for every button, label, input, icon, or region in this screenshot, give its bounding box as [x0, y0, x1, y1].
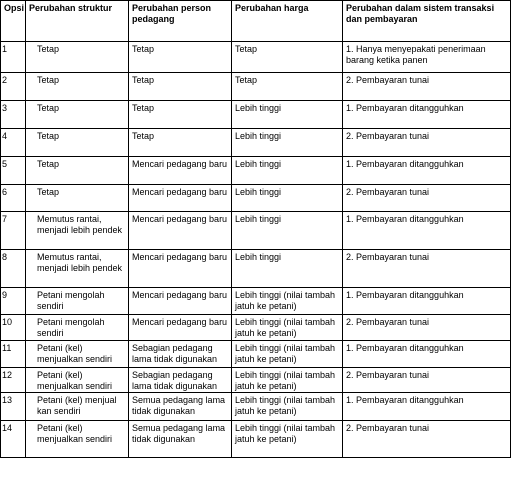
table-row [1, 341, 511, 368]
cell-pedagang: Mencari pedagang baru [129, 212, 232, 250]
cell-opsi: 2 [1, 73, 26, 101]
cell-opsi: 10 [1, 315, 26, 341]
table-row [1, 73, 511, 101]
header-row [1, 1, 511, 42]
table-row [1, 368, 511, 393]
cell-harga: Lebih tinggi (nilai tambah jatuh ke petani) [232, 341, 343, 368]
table-row [1, 42, 511, 73]
cell-struktur: Tetap [26, 157, 129, 185]
cell-harga: Lebih tinggi [232, 129, 343, 157]
cell-opsi: 14 [1, 421, 26, 458]
cell-harga: Lebih tinggi [232, 157, 343, 185]
cell-transaksi: 2. Pembayaran tunai [343, 315, 511, 341]
cell-opsi: 11 [1, 341, 26, 368]
table-row [1, 212, 511, 250]
table-row [1, 393, 511, 421]
cell-opsi: 13 [1, 393, 26, 421]
header-transaksi: Perubahan dalam sistem transaksi dan pembayaran [343, 1, 511, 42]
cell-struktur: Petani (kel) menjualkan sendiri [26, 341, 129, 368]
cell-pedagang: Tetap [129, 73, 232, 101]
cell-transaksi: 2. Pembayaran tunai [343, 185, 511, 212]
cell-struktur: Tetap [26, 73, 129, 101]
cell-pedagang: Tetap [129, 42, 232, 73]
cell-pedagang: Sebagian pedagang lama tidak digunakan [129, 341, 232, 368]
cell-transaksi: 2. Pembayaran tunai [343, 421, 511, 458]
header-opsi: Opsi [1, 1, 26, 42]
cell-struktur: Tetap [26, 129, 129, 157]
table-row [1, 129, 511, 157]
cell-opsi: 5 [1, 157, 26, 185]
cell-harga: Tetap [232, 42, 343, 73]
cell-opsi: 4 [1, 129, 26, 157]
cell-harga: Tetap [232, 73, 343, 101]
cell-struktur: Tetap [26, 101, 129, 129]
table-row [1, 421, 511, 458]
cell-harga: Lebih tinggi (nilai tambah jatuh ke petani) [232, 368, 343, 393]
cell-struktur: Petani mengolah sendiri [26, 288, 129, 315]
cell-opsi: 1 [1, 42, 26, 73]
cell-transaksi: 1. Pembayaran ditangguhkan [343, 212, 511, 250]
cell-harga: Lebih tinggi (nilai tambah jatuh ke petani) [232, 393, 343, 421]
cell-harga: Lebih tinggi (nilai tambah jatuh ke petani) [232, 315, 343, 341]
cell-pedagang: Mencari pedagang baru [129, 250, 232, 288]
cell-pedagang: Tetap [129, 101, 232, 129]
cell-transaksi: 1. Hanya menyepakati penerimaan barang ketika panen [343, 42, 511, 73]
cell-struktur: Memutus rantai, menjadi lebih pendek [26, 250, 129, 288]
table-row [1, 288, 511, 315]
header-harga: Perubahan harga [232, 1, 343, 42]
cell-opsi: 8 [1, 250, 26, 288]
table-row [1, 157, 511, 185]
cell-transaksi: 1. Pembayaran ditangguhkan [343, 101, 511, 129]
cell-transaksi: 1. Pembayaran ditangguhkan [343, 393, 511, 421]
cell-transaksi: 1. Pembayaran ditangguhkan [343, 341, 511, 368]
cell-pedagang: Mencari pedagang baru [129, 185, 232, 212]
cell-opsi: 3 [1, 101, 26, 129]
cell-struktur: Tetap [26, 42, 129, 73]
cell-harga: Lebih tinggi [232, 101, 343, 129]
table-row [1, 101, 511, 129]
cell-pedagang: Mencari pedagang baru [129, 157, 232, 185]
cell-transaksi: 2. Pembayaran tunai [343, 129, 511, 157]
header-pedagang: Perubahan person pedagang [129, 1, 232, 42]
cell-pedagang: Mencari pedagang baru [129, 288, 232, 315]
cell-harga: Lebih tinggi [232, 185, 343, 212]
cell-harga: Lebih tinggi [232, 250, 343, 288]
header-struktur: Perubahan struktur [26, 1, 129, 42]
cell-struktur: Tetap [26, 185, 129, 212]
cell-pedagang: Sebagian pedagang lama tidak digunakan [129, 368, 232, 393]
cell-opsi: 6 [1, 185, 26, 212]
cell-struktur: Memutus rantai, menjadi lebih pendek [26, 212, 129, 250]
cell-struktur: Petani mengolah sendiri [26, 315, 129, 341]
cell-pedagang: Semua pedagang lama tidak digunakan [129, 421, 232, 458]
table-row [1, 250, 511, 288]
cell-opsi: 9 [1, 288, 26, 315]
cell-harga: Lebih tinggi (nilai tambah jatuh ke petani) [232, 288, 343, 315]
cell-transaksi: 1. Pembayaran ditangguhkan [343, 288, 511, 315]
cell-transaksi: 1. Pembayaran ditangguhkan [343, 157, 511, 185]
cell-opsi: 7 [1, 212, 26, 250]
cell-harga: Lebih tinggi [232, 212, 343, 250]
cell-transaksi: 2. Pembayaran tunai [343, 73, 511, 101]
cell-transaksi: 2. Pembayaran tunai [343, 250, 511, 288]
cell-struktur: Petani (kel) menjualkan sendiri [26, 421, 129, 458]
cell-struktur: Petani (kel) menjual kan sendiri [26, 393, 129, 421]
cell-struktur: Petani (kel) menjualkan sendiri [26, 368, 129, 393]
cell-pedagang: Mencari pedagang baru [129, 315, 232, 341]
cell-opsi: 12 [1, 368, 26, 393]
table-row [1, 185, 511, 212]
cell-pedagang: Tetap [129, 129, 232, 157]
cell-transaksi: 2. Pembayaran tunai [343, 368, 511, 393]
cell-pedagang: Semua pedagang lama tidak digunakan [129, 393, 232, 421]
cell-harga: Lebih tinggi (nilai tambah jatuh ke petani) [232, 421, 343, 458]
table-row [1, 315, 511, 341]
